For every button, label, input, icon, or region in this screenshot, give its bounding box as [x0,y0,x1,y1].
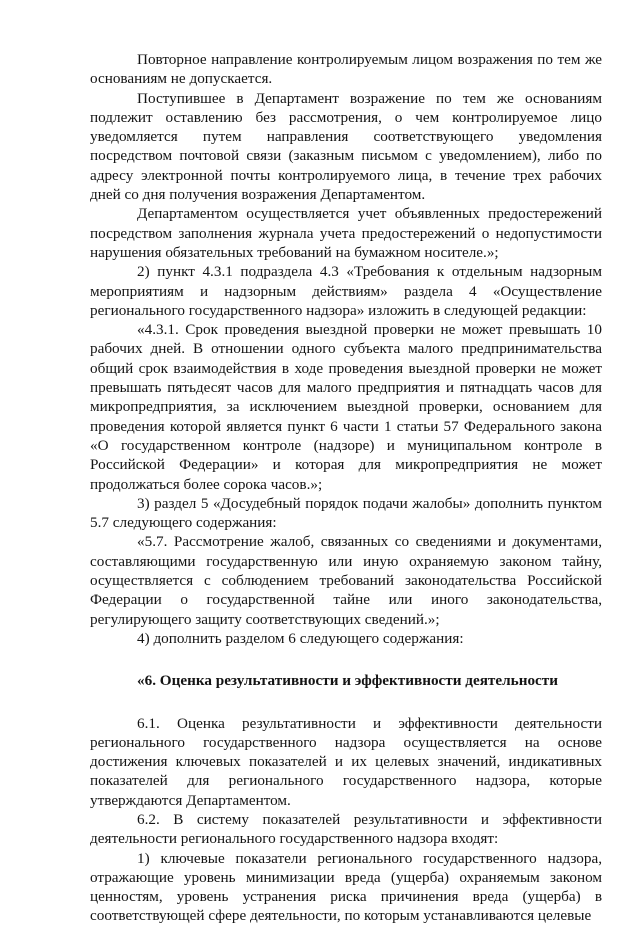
paragraph-6-2: 6.2. В систему показателей результативности и эффективности деятельности регионального государственного надзора входят: [90,810,602,848]
paragraph-4-3-1: «4.3.1. Срок проведения выездной проверки не может превышать 10 рабочих дней. В отношении одного субъекта малого предпринимательства общий срок взаимодействия в ходе проведения выездной проверки не может превышать пятьдесят часов для малого предприятия и пятнадцать часов для микропредприятия, за исключением выездной проверки, основанием для проведения которой является пункт 6 части 1 статьи 57 Федерального закона «О государственном контроле (надзоре) и муниципальном контроле в Российской Федерации» и которая для микропредприятия не может продолжаться более сорока часов.»; [90,321,602,493]
paragraph-6-1: 6.1. Оценка результативности и эффективности деятельности регионального государственного надзора осуществляется на основе достижения ключевых показателей и их целевых значений, индикативных показателей для регионального государственного надзора, которые утверждаются Департаментом. [90,714,602,809]
paragraph-objection-no-review: Поступившее в Департамент возражение по тем же основаниям подлежит оставлению без рассмотрения, о чем контролируемое лицо уведомляется путем направления соответствующего уведомления посредством почтовой связи (заказным письмом с уведомлением), либо по адресу электронной почты контролируемого лица, в течение трех рабочих дней со дня получения возражения Департаментом. [90,89,602,204]
paragraph-item-4: 4) дополнить разделом 6 следующего содержания: [137,629,464,647]
paragraph-warnings-register: Департаментом осуществляется учет объявленных предостережений посредством заполнения журнала учета предостережений о недопустимости нарушения обязательных требований на бумажном носителе.»; [90,205,602,261]
paragraph-5-7: «5.7. Рассмотрение жалоб, связанных со сведениями и документами, составляющими государственную или иную охраняемую законом тайну, осуществляется с соблюдением требований законодательства Российской Федерации о государственной тайне или иного законодательства, регулирующего защиту соответствующих сведений.»; [90,533,602,628]
document-page [90,50,602,926]
paragraph-6-2-item-1: 1) ключевые показатели регионального государственного надзора, отражающие уровень минимизации вреда (ущерба) охраняемым законом ценностям, уровень устранения риска причинения вреда (ущерба) в соответствующей сфере деятельности, по которым устанавливаются целевые [90,849,602,925]
section-6-heading: «6. Оценка результативности и эффективности деятельности [137,672,558,690]
paragraph-repeat-objection: Повторное направление контролируемым лицом возражения по тем же основаниям не допускается. [90,51,602,88]
paragraph-item-3: 3) раздел 5 «Досудебный порядок подачи жалобы» дополнить пунктом 5.7 следующего содержания: [90,494,602,532]
paragraph-item-2: 2) пункт 4.3.1 подраздела 4.3 «Требования к отдельным надзорным мероприятиям и надзорным действиям» раздела 4 «Осуществление регионального государственного надзора» изложить в следующей редакции: [90,263,602,319]
